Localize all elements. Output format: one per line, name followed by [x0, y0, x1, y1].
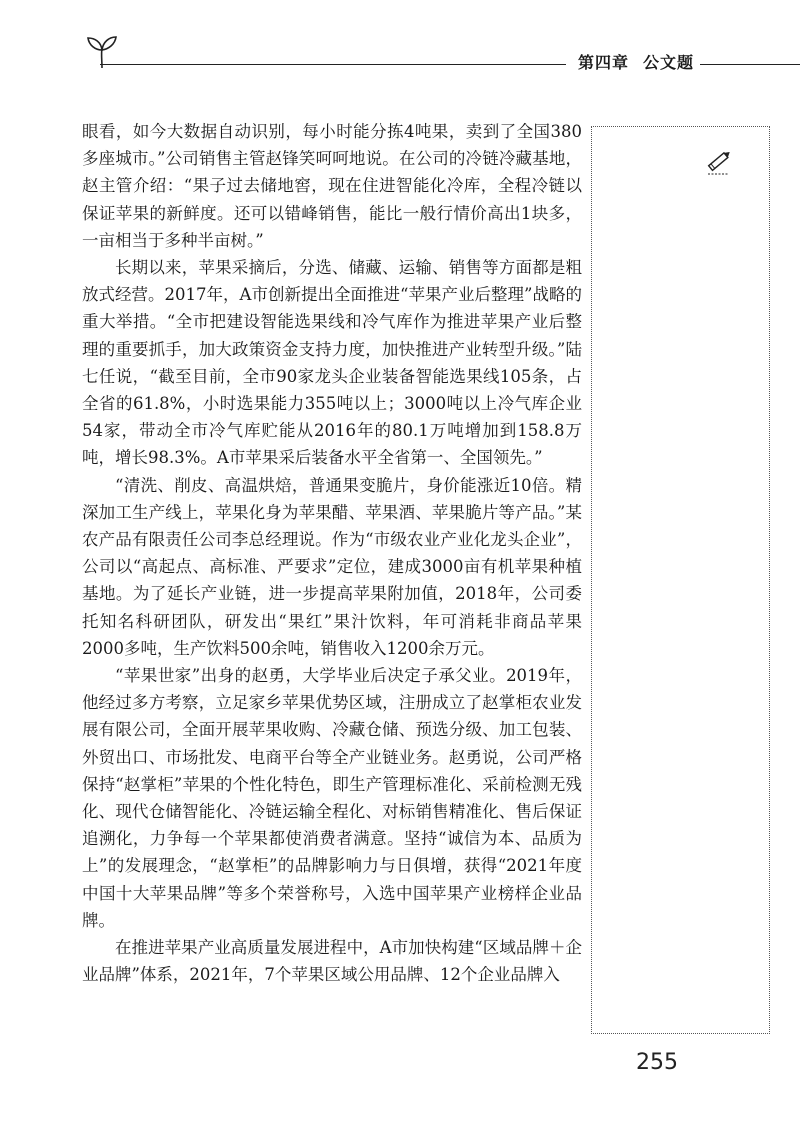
paragraph: “苹果世家”出身的赵勇，大学毕业后决定子承父业。2019年，他经过多方考察，立足家乡苹果优势区域，注册成立了赵掌柜农业发展有限公司，全面开展苹果收购、冷藏仓储、预选分级、加工包装、外贸出口、市场批发、电商平台等全产业链业务。赵勇说，公司严格保持“赵掌柜”苹果的个性化特色，即生产管理标准化、采前检测无残化、现代仓储智能化、冷链运输全程化、对标销售精准化、售后保证追溯化，力争每一个苹果都使消费者满意。坚持“诚信为本、品质为上”的发展理念，“赵掌柜”的品牌影响力与日俱增，获得“2021年度中国十大苹果品牌”等多个荣誉称号，入选中国苹果产业榜样企业品牌。: [82, 666, 582, 930]
paragraph: 在推进苹果产业高质量发展进程中，A市加快构建“区域品牌＋企业品牌”体系，2021年，7个苹果区域公用品牌、12个企业品牌入: [82, 938, 582, 985]
chapter-title: [578, 50, 694, 73]
paragraph: 长期以来，苹果采摘后，分选、储藏、运输、销售等方面都是粗放式经营。2017年，A市创新提出全面推进“苹果产业后整理”战略的重大举措。“全市把建设智能选果线和冷气库作为推进苹果产业后整理的重要抓手，加大政策资金支持力度，加快推进产业转型升级。”陆七任说，“截至目前，全市90家龙头企业装备智能选果线105条，占全省的61.8%，小时选果能力355吨以上；3000吨以上冷气库企业54家，带动全市冷气库贮能从2016年的80.1万吨增加到158.8万吨，增长98.3%。A市苹果采后装备水平全省第一、全国领先。”: [82, 258, 582, 468]
body-text: [82, 118, 582, 989]
chapter-label: 第四章: [578, 53, 630, 72]
page-number: 255: [636, 1050, 678, 1075]
notes-box: [591, 126, 770, 1034]
section-label: 公文题: [643, 53, 695, 72]
header-rule-left: [100, 64, 566, 65]
pencil-icon: [702, 147, 736, 177]
header-rule-right: [700, 64, 800, 65]
paragraph: 眼看，如今大数据自动识别，每小时能分拣4吨果，卖到了全国380多座城市。”公司销售主管赵锋笑呵呵地说。在公司的冷链冷藏基地，赵主管介绍：“果子过去储地窖，现在住进智能化冷库，全程冷链以保证苹果的新鲜度。还可以错峰销售，能比一般行情价高出1块多，一亩相当于多种半亩树。”: [82, 122, 582, 250]
page-header: [0, 0, 800, 80]
paragraph: “清洗、削皮、高温烘焙，普通果变脆片，身价能涨近10倍。精深加工生产线上，苹果化身为苹果醋、苹果酒、苹果脆片等产品。”某农产品有限责任公司李总经理说。作为“市级农业产业化龙头企业”，公司以“高起点、高标准、严要求”定位，建成3000亩有机苹果种植基地。为了延长产业链，进一步提高苹果附加值，2018年，公司委托知名科研团队，研发出“果红”果汁饮料，年可消耗非商品苹果2000多吨，生产饮料500余吨，销售收入1200余万元。: [82, 475, 582, 658]
